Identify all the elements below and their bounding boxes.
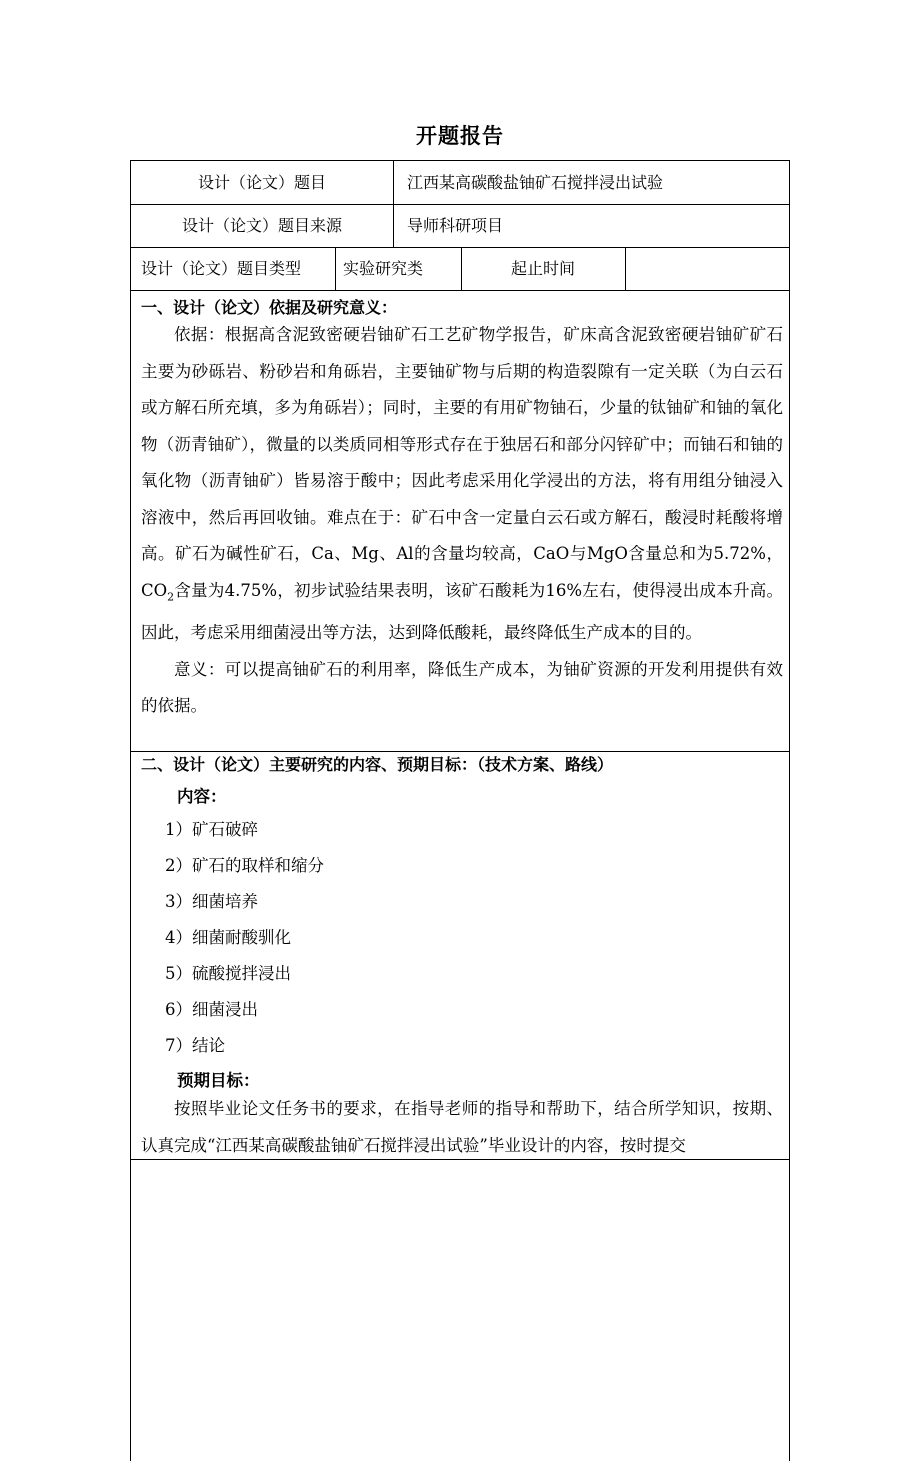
list-item: 3）细菌培养 [165,892,258,911]
row-divider [131,247,789,248]
section1-body [141,317,783,725]
type-value: 实验研究类 [343,259,424,278]
list-item: 5）硫酸搅拌浸出 [165,964,291,983]
content-label: 内容： [177,787,227,806]
list-item: 7）结论 [165,1036,225,1055]
type-label: 设计（论文）题目类型 [141,259,302,278]
page-title: 开题报告 [416,124,504,148]
content-list [165,812,324,1064]
goals-paragraph: 按照毕业论文任务书的要求，在指导老师的指导和帮助下，结合所学知识，按期、认真完成“江西某高碳酸盐铀矿石搅拌浸出试验”毕业设计的内容，按时提交 [141,1099,783,1155]
basis-paragraph [141,317,783,652]
goals-label: 预期目标： [177,1071,260,1090]
topic-value: 江西某高碳酸盐铀矿石搅拌浸出试验 [407,173,664,192]
row-divider [131,204,789,205]
basis-text-part2: 含量为4.75%，初步试验结果表明，该矿石酸耗为16%左右，使得浸出成本升高。因此，考虑采用细菌浸出等方法，达到降低酸耗，最终降低生产成本的目的。 [141,580,783,643]
goals-body [141,1091,783,1164]
significance-paragraph: 意义：可以提高铀矿石的利用率，降低生产成本，为铀矿资源的开发利用提供有效的依据。 [141,659,783,716]
column-divider [625,247,626,290]
list-item: 4）细菌耐酸驯化 [165,928,291,947]
column-divider [335,247,336,290]
source-label: 设计（论文）题目来源 [181,216,342,235]
proposal-form [130,160,790,1461]
topic-label: 设计（论文）题目 [197,173,326,192]
section2-heading: 二、设计（论文）主要研究的内容、预期目标：（技术方案、路线） [141,755,614,774]
column-divider [393,161,394,247]
basis-text-part1: 依据：根据高含泥致密硬岩铀矿石工艺矿物学报告，矿床高含泥致密硬岩铀矿矿石主要为砂砾岩、粉砂岩和角砾岩，主要铀矿物与后期的构造裂隙有一定关联（为白云石或方解石所充填，多为角砾岩）；同时，主要的有用矿物铀石，少量的钛铀矿和铀的氧化物（沥青铀矿），微量的以类质同相等形式存在于独居石和部分闪锌矿中；而铀石和铀的氧化物（沥青铀矿）皆易溶于酸中；因此考虑采用化学浸出的方法，将有用组分铀浸入溶液中，然后再回收铀。难点在于：矿石中含一定量白云石或方解石，酸浸时耗酸将增高。矿石为碱性矿石，Ca、Mg、Al的含量均较高，CaO与MgO含量总和为5.72%，CO [141,325,783,600]
list-item: 1）矿石破碎 [165,820,258,839]
period-label: 起止时间 [510,259,575,278]
source-value: 导师科研项目 [407,216,504,235]
co2-subscript: 2 [167,589,175,603]
list-item: 2）矿石的取样和缩分 [165,856,324,875]
list-item: 6）细菌浸出 [165,1000,258,1019]
section1-heading: 一、设计（论文）依据及研究意义： [141,298,398,317]
row-divider [131,290,789,291]
